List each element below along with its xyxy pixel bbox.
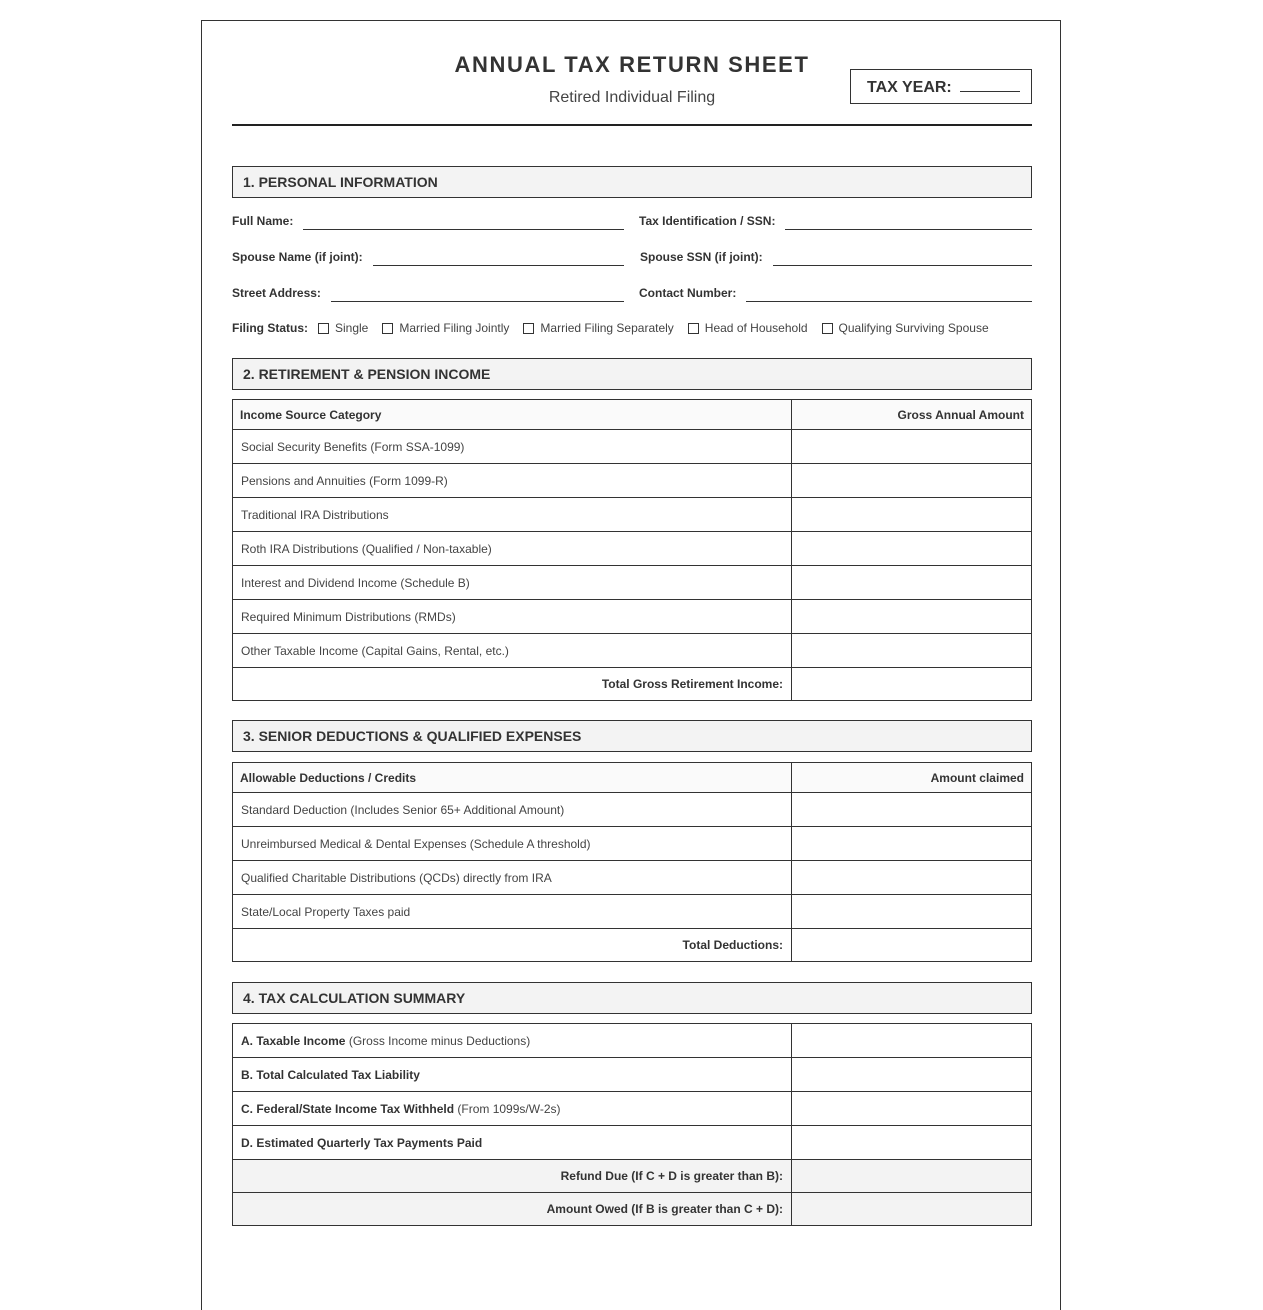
filing-option-surviving-spouse[interactable] [822, 321, 989, 335]
table-row [233, 532, 1032, 566]
table-row [233, 793, 1032, 827]
deductions-table [232, 762, 1032, 962]
filing-status-row [232, 321, 1032, 335]
table-row [233, 827, 1032, 861]
tax-year-label: TAX YEAR: [867, 79, 952, 96]
table-row [233, 634, 1032, 668]
ssn-input[interactable] [785, 213, 1032, 230]
amount-owed-label: Amount Owed (If B is greater than C + D): [233, 1193, 792, 1226]
row-label: Traditional IRA Distributions [233, 498, 792, 532]
header-divider [232, 124, 1032, 126]
amount-cell[interactable] [792, 861, 1032, 895]
filing-status-label: Filing Status: [232, 321, 308, 335]
amount-cell[interactable] [792, 1092, 1032, 1126]
street-address-input[interactable] [331, 285, 624, 302]
row-label-note: (Gross Income minus Deductions) [345, 1033, 531, 1048]
amount-cell[interactable] [792, 566, 1032, 600]
row-label [233, 1092, 792, 1126]
total-retirement-income-cell[interactable] [792, 668, 1032, 701]
total-retirement-income-label: Total Gross Retirement Income: [233, 668, 792, 701]
filing-option-label: Married Filing Separately [540, 321, 674, 335]
page-subtitle: Retired Individual Filing [548, 89, 716, 106]
ssn-label: Tax Identification / SSN: [639, 214, 776, 228]
page-title: ANNUAL TAX RETURN SHEET [454, 52, 810, 77]
section-personal-info-header: 1. PERSONAL INFORMATION [232, 166, 1032, 198]
checkbox-icon[interactable] [318, 323, 329, 334]
refund-due-label: Refund Due (If C + D is greater than B): [233, 1160, 792, 1193]
contact-number-field[interactable] [639, 282, 1032, 302]
column-header-income-source: Income Source Category [233, 400, 792, 430]
street-address-label: Street Address: [232, 286, 321, 300]
refund-due-cell[interactable] [792, 1160, 1032, 1193]
checkbox-icon[interactable] [523, 323, 534, 334]
total-row [233, 929, 1032, 962]
row-label: Required Minimum Distributions (RMDs) [233, 600, 792, 634]
table-row [233, 861, 1032, 895]
table-row [233, 430, 1032, 464]
spouse-ssn-label: Spouse SSN (if joint): [640, 250, 763, 264]
row-label-bold: C. Federal/State Income Tax Withheld [241, 1101, 455, 1116]
refund-row [233, 1160, 1032, 1193]
spouse-ssn-input[interactable] [773, 249, 1032, 266]
column-header-amount-claimed: Amount claimed [792, 763, 1032, 793]
table-row [233, 1058, 1032, 1092]
spouse-name-field[interactable] [232, 246, 624, 266]
checkbox-icon[interactable] [822, 323, 833, 334]
amount-cell[interactable] [792, 430, 1032, 464]
owed-row [233, 1193, 1032, 1226]
total-deductions-cell[interactable] [792, 929, 1032, 962]
row-label: Other Taxable Income (Capital Gains, Rental, etc.) [233, 634, 792, 668]
row-label-note: (From 1099s/W-2s) [454, 1101, 561, 1116]
amount-owed-cell[interactable] [792, 1193, 1032, 1226]
street-address-field[interactable] [232, 282, 624, 302]
total-row [233, 668, 1032, 701]
row-label [233, 1024, 792, 1058]
ssn-field[interactable] [639, 210, 1032, 230]
full-name-label: Full Name: [232, 214, 294, 228]
amount-cell[interactable] [792, 634, 1032, 668]
table-row [233, 1126, 1032, 1160]
amount-cell[interactable] [792, 1024, 1032, 1058]
row-label: Qualified Charitable Distributions (QCDs) directly from IRA [233, 861, 792, 895]
row-label: Unreimbursed Medical & Dental Expenses (Schedule A threshold) [233, 827, 792, 861]
tax-year-box [850, 69, 1032, 104]
amount-cell[interactable] [792, 1126, 1032, 1160]
contact-number-input[interactable] [746, 285, 1032, 302]
section-tax-summary-header: 4. TAX CALCULATION SUMMARY [232, 982, 1032, 1014]
contact-number-label: Contact Number: [639, 286, 737, 300]
section-retirement-income-header: 2. RETIREMENT & PENSION INCOME [232, 358, 1032, 390]
amount-cell[interactable] [792, 464, 1032, 498]
table-row [233, 895, 1032, 929]
filing-option-label: Qualifying Surviving Spouse [838, 321, 989, 335]
amount-cell[interactable] [792, 895, 1032, 929]
table-row [233, 1024, 1032, 1058]
filing-option-label: Head of Household [704, 321, 808, 335]
row-label: Interest and Dividend Income (Schedule B) [233, 566, 792, 600]
row-label [233, 1058, 792, 1092]
total-deductions-label: Total Deductions: [233, 929, 792, 962]
amount-cell[interactable] [792, 532, 1032, 566]
filing-option-label: Single [335, 321, 369, 335]
retirement-income-table [232, 399, 1032, 701]
spouse-ssn-field[interactable] [640, 246, 1032, 266]
row-label: Roth IRA Distributions (Qualified / Non-taxable) [233, 532, 792, 566]
row-label-bold: D. Estimated Quarterly Tax Payments Paid [241, 1135, 483, 1150]
spouse-name-input[interactable] [373, 249, 624, 266]
filing-option-married-jointly[interactable] [382, 321, 509, 335]
filing-option-married-separately[interactable] [523, 321, 673, 335]
column-header-gross-amount: Gross Annual Amount [792, 400, 1032, 430]
row-label-bold: B. Total Calculated Tax Liability [241, 1067, 420, 1082]
checkbox-icon[interactable] [688, 323, 699, 334]
table-row [233, 566, 1032, 600]
row-label: Standard Deduction (Includes Senior 65+ Additional Amount) [233, 793, 792, 827]
tax-year-field[interactable] [960, 77, 1020, 92]
row-label: Social Security Benefits (Form SSA-1099) [233, 430, 792, 464]
row-label-bold: A. Taxable Income [241, 1033, 346, 1048]
table-row [233, 1092, 1032, 1126]
spouse-name-label: Spouse Name (if joint): [232, 250, 363, 264]
amount-cell[interactable] [792, 793, 1032, 827]
amount-cell[interactable] [792, 498, 1032, 532]
column-header-deductions: Allowable Deductions / Credits [233, 763, 792, 793]
tax-return-sheet [201, 20, 1061, 1310]
full-name-input[interactable] [303, 213, 624, 230]
row-label: State/Local Property Taxes paid [233, 895, 792, 929]
row-label: Pensions and Annuities (Form 1099-R) [233, 464, 792, 498]
amount-cell[interactable] [792, 827, 1032, 861]
amount-cell[interactable] [792, 1058, 1032, 1092]
filing-option-single[interactable] [318, 321, 368, 335]
filing-option-label: Married Filing Jointly [399, 321, 510, 335]
full-name-field[interactable] [232, 210, 624, 230]
table-row [233, 464, 1032, 498]
filing-option-head-of-household[interactable] [688, 321, 808, 335]
checkbox-icon[interactable] [382, 323, 393, 334]
amount-cell[interactable] [792, 600, 1032, 634]
row-label [233, 1126, 792, 1160]
table-row [233, 600, 1032, 634]
section-deductions-header: 3. SENIOR DEDUCTIONS & QUALIFIED EXPENSES [232, 720, 1032, 752]
table-row [233, 498, 1032, 532]
tax-summary-table [232, 1023, 1032, 1226]
